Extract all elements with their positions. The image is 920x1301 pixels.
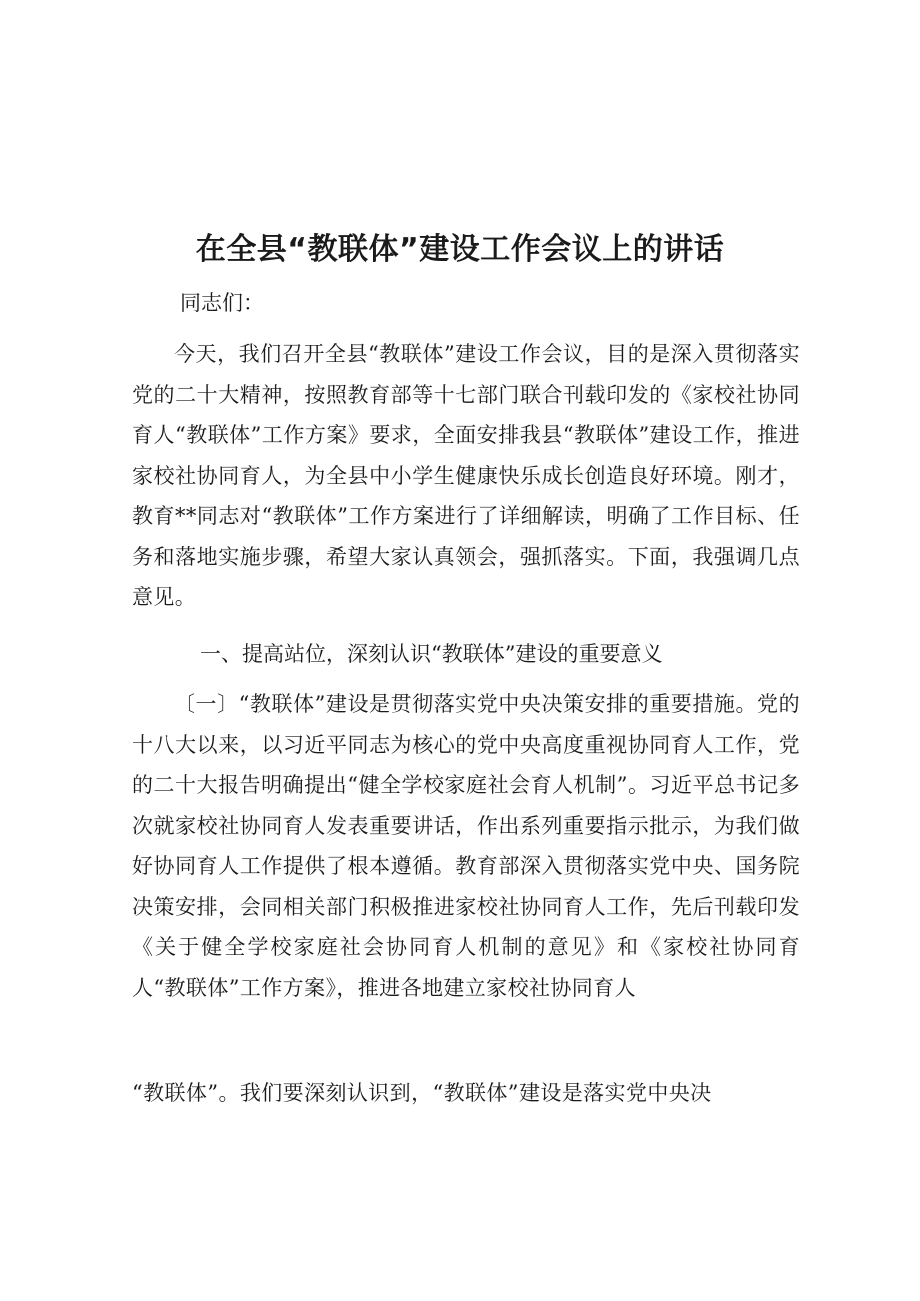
section-1-heading: 一、提高站位，深刻认识“教联体”建设的重要意义 <box>200 642 663 666</box>
intro-paragraph: 今天，我们召开全县“教联体”建设工作会议，目的是深入贯彻落实党的二十大精神，按照教育部等十七部门联合刊载印发的《家校社协同育人“教联体”工作方案》要求，全面安排我县“教联体”建设工作，推进家校社协同育人，为全县中小学生健康快乐成长创造良好环境。刚才，教育**同志对“教联体”工作方案进行了详细解读，明确了工作目标、任务和落地实施步骤，希望大家认真领会，强抓落实。下面，我强调几点意见。 <box>132 342 800 609</box>
continuation-paragraph: “教联体”。我们要深刻认识到，“教联体”建设是落实党中央决 <box>132 1081 712 1105</box>
salutation: 同志们： <box>180 291 264 315</box>
document-title: 在全县“教联体”建设工作会议上的讲话 <box>195 232 725 267</box>
section-1-1-paragraph: 〔一〕“教联体”建设是贯彻落实党中央决策安排的重要措施。党的十八大以来，以习近平同志为核心的党中央高度重视协同育人工作，党的二十大报告明确提出“健全学校家庭社会育人机制”。习近平总书记多次就家校社协同育人发表重要讲话，作出系列重要指示批示，为我们做好协同育人工作提供了根本遵循。教育部深入贯彻落实党中央、国务院决策安排，会同相关部门积极推进家校社协同育人工作，先后刊载印发《关于健全学校家庭社会协同育人机制的意见》和《家校社协同育人“教联体”工作方案》，推进各地建立家校社协同育人 <box>132 692 800 1000</box>
